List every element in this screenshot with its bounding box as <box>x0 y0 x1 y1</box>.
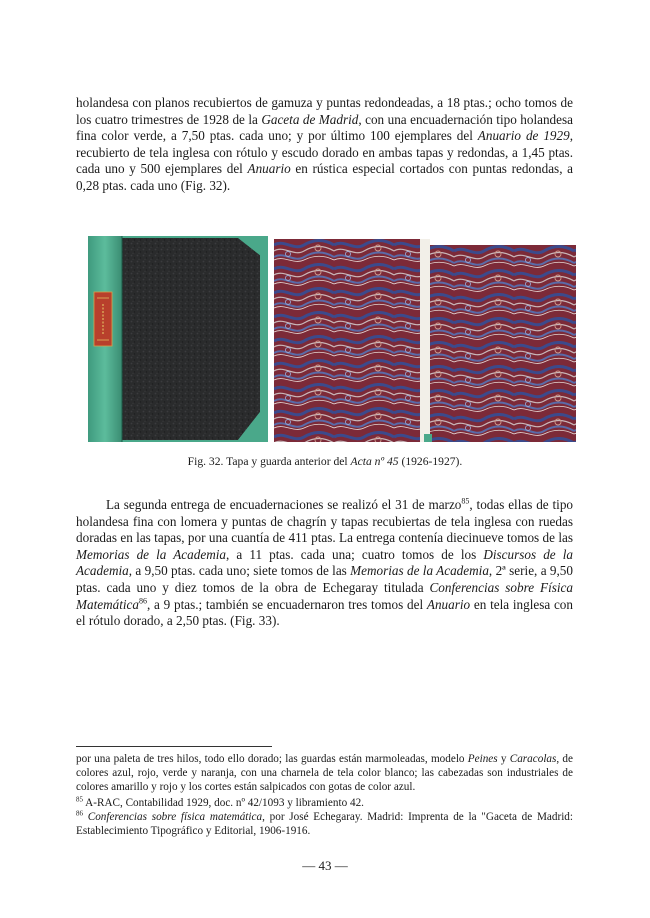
page-number: — 43 — <box>302 858 348 873</box>
footnote-86: $^{86}$ Conferencias sobre física matemática, por José Echegaray. Madrid: Imprenta de la "Gaceta de Madrid: Establecimiento Tipográfico y Editorial, 1906-1916. <box>76 809 574 838</box>
marbled-endpaper-image <box>274 239 576 442</box>
figure-32 <box>88 236 576 444</box>
body-paragraph-1: holandesa con planos recubiertos de gamuza y puntas redondeadas, a 18 ptas.; ocho tomos de los cuatro trimestres de 1928 de la Gaceta de Madrid, con una encuadernación tipo holandesa fina color verde, a 7,50 ptas. cada uno; y por último 100 ejemplares del Anuario de 1929, recubierto de tela inglesa con rótulo y escudo dorado en ambas tapas y redondas, a 1,45 ptas. cada uno y 500 ejemplares del Anuario en rústica especial cortados con puntas redondas, a 0,28 ptas. cada uno (Fig. 32). <box>76 95 574 193</box>
figure-caption: Fig. 32. Tapa y guarda anterior del Acta nº 45 (1926-1927). <box>187 455 463 468</box>
footnote-separator <box>76 746 272 747</box>
book-cover-image <box>88 236 268 442</box>
footnote-85: $^{85}$ A-RAC, Contabilidad 1929, doc. nº 42/1093 y libramiento 42. <box>76 795 364 809</box>
footnote-continuation: por una paleta de tres hilos, todo ello dorado; las guardas están marmoleadas, modelo Peines y Caracolas, de colores azul, rojo, verde y naranja, con una charnela de tela color blanco; las cabezadas son industriales de colores amarillo y rojo y los cortes están salpicados con gotas de color azul. <box>76 753 573 794</box>
body-paragraph-2: La segunda entrega de encuadernaciones se realizó el 31 de marzo$^{85}$, todas ellas de tipo holandesa fina con lomera y puntas de chagrín y tapas recubiertas de tela inglesa con ruedas doradas en las tapas, por una cuantía de 411 ptas. La entrega contenía diecinueve tomos de las Memorias de la Academia, a 11 ptas. cada una; cuatro tomos de los Discursos de la Academia, a 9,50 ptas. cada uno; siete tomos de las Memorias de la Academia, 2ª serie, a 9,50 ptas. cada uno y diez tomos de la obra de Echegaray titulada Conferencias sobre Física Matemática$^{86}$, a 9 ptas.; también se encuadernaron tres tomos del Anuario en tela inglesa con el rótulo dorado, a 2,50 ptas. (Fig. 33). <box>76 496 574 629</box>
